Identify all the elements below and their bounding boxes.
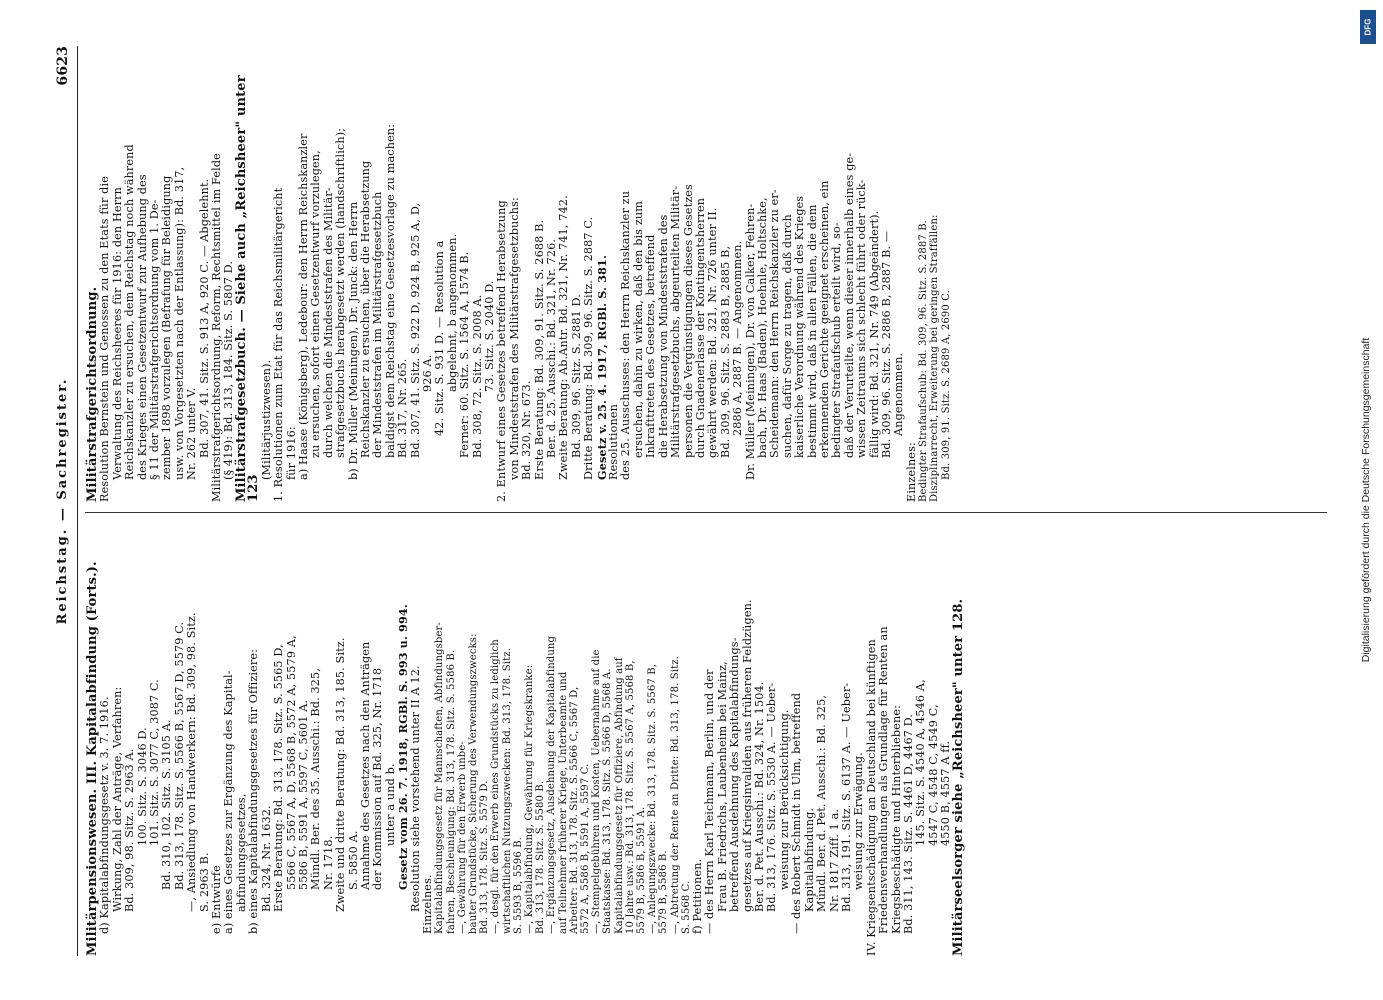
index-line: Bd. 313, 178. Sitz. S. 5566 B, 5567 D, 5579 C.: [172, 621, 186, 890]
index-line: 926 A.: [420, 354, 434, 392]
index-line: Wirkung, Zahl der Anträge, Verfahren:: [110, 686, 124, 912]
index-line: des Krieges einen Gesetzentwurf zur Aufhebung des: [135, 174, 149, 480]
dfg-logo-text: DFG: [1363, 18, 1373, 36]
index-line: von Mindeststrafen des Militärstrafgesetzbuchs:: [507, 197, 521, 480]
index-line: 1. Resolutionen zum Etat für das Reichsmilitärgericht: [272, 187, 286, 502]
index-line: Mündl. Ber. des 35. Ausschi.: Bd. 325,: [309, 667, 323, 890]
index-line: Kriegsbeschädigte und Hinterbliebene:: [889, 704, 903, 934]
index-line: Resolution siehe vorstehend unter II A 12.: [408, 665, 422, 912]
index-line: 73. Sitz. S. 2040 D.: [483, 280, 496, 392]
index-line: betreffend Ausdehnung des Kapitalabfindungs-: [728, 637, 742, 912]
running-head: Reichstag. — Sachregister.: [55, 377, 70, 625]
index-line: Nr. 1718.: [321, 835, 335, 890]
index-line: fahren, Beschleunigung: Bd. 313, 178. Sitz. S. 5586 B.: [445, 649, 457, 934]
index-line: gewährt werden: Bd. 321, Nr. 726 unter II.: [706, 207, 720, 458]
index-line: e) Entwürfe: [210, 865, 224, 934]
index-line: Bd. 313, 176. Sitz. S. 5530 A. — Ueber-: [765, 682, 779, 912]
index-line: bauter Grundstücke, Sicherung des Verwendungszwecks:: [467, 633, 479, 934]
index-line: Einzelnes.: [420, 874, 434, 934]
index-line: b) Dr. Müller (Meiningen), Dr. Junck: den Herrn: [346, 201, 360, 480]
index-line: Militärstrafgerichtsordnung, Reform, Rechtsmittel im Felde: [210, 153, 224, 502]
index-line: daß der Verurteilte, wenn dieser innerhalb eines ge-: [842, 152, 856, 458]
index-line: 101. Sitz. S. 3077 C, 3087 C.: [148, 679, 162, 846]
index-line: Kapitalabfindungsgesetz für Offiziere, Abfindung auf: [613, 657, 625, 934]
index-line: Bd. 310, 102. Sitz. S. 3105 A.: [160, 719, 174, 890]
index-line: 42. Sitz. S. 931 D. — Resolution a: [433, 240, 447, 436]
index-line: a) Haase (Königsberg), Ledebour: den Herrn Reichskanzler: [296, 133, 310, 480]
credit-text: Digitalisierung gefördert durch die Deutsche Forschungsgemeinschaft: [1360, 337, 1372, 663]
index-line: f) Petitionen.: [691, 858, 705, 934]
index-line: baldigst dem Reichstag eine Gesetzesvorlage zu machen:: [383, 123, 397, 458]
index-line: für 1916:: [284, 426, 298, 480]
index-line: Arbeiter: Bd. 313, 178. Sitz. S. 5566 C, 5567 D,: [568, 686, 580, 934]
index-line: 4550 B, 4557 A ff.: [939, 740, 953, 846]
right-column: [87, 50, 1327, 502]
index-line: Reichskanzler zu ersuchen, dem Reichstag noch während: [123, 144, 137, 480]
index-line: Einzelnes:: [904, 442, 918, 502]
index-line: Bedingter Strafaufschub: Bd. 309, 96. Sitz. S. 2887 B.: [918, 219, 930, 502]
index-line: Dr. Müller (Meiningen), Dr. von Calker, Fehren-: [743, 203, 757, 480]
index-line: Bd. 313, 178. Sitz. S. 5580 B.: [535, 780, 547, 934]
index-line: Ferner: 60. Sitz. S. 1564 A, 1574 B.: [458, 251, 472, 458]
index-line: zember 1898 vorzulegen (Befrafung für Beleidigung: [160, 175, 174, 480]
index-line: Resolution Bernstein und Genossen zu den Etats für die: [98, 176, 112, 502]
index-line: Zweite und dritte Beratung: Bd. 313, 185. Sitz.: [334, 637, 348, 912]
index-line: —, Ergänzungsgesetz, Ausdehnung der Kapitalabfindung: [546, 635, 558, 934]
left-column: [87, 524, 1327, 956]
index-line: Bd. 313, 178. Sitz. S. 5579 D.: [479, 780, 491, 934]
index-line: —, Kapitalabfindung, Gewährung für Kriegskranke:: [524, 664, 535, 934]
index-line: Gesetz vom 26. 7. 1918, RGBl. S. 993 u. 994.: [396, 604, 411, 890]
index-line: zu ersuchen, sofort einen Gesetzentwurf vorzulegen,: [309, 150, 323, 458]
index-line: 5566 C, 5567 A, D, 5568 B, 5572 A, 5579 A,: [284, 635, 298, 890]
index-line: wirtschaftlichen Nutzungszwecken: Bd. 313, 178. Sitz.: [501, 647, 513, 934]
index-line: 5572 A, 5586 B, 5591 A, 5597 C.: [580, 763, 592, 934]
index-line: Bd. 317, Nr. 265.: [396, 358, 410, 458]
index-line: Bd. 309, 96. Sitz. S. 2883 B, 2885 B,: [718, 245, 732, 458]
index-line: Bd. 307, 41. Sitz. S. 913 A, 920 C. — Abgelehnt.: [197, 178, 211, 458]
digitization-credit: [1354, 10, 1378, 990]
index-line: b) eines Kapitalabfindungsgesetzes für Offiziere:: [247, 648, 261, 934]
index-line: weisung zur Erwägung.: [852, 752, 866, 890]
index-line: Reichskanzler zu ersuchen, über die Herabsetzung: [358, 160, 372, 458]
index-line: der Mindeststrafen im Militärstrafgesetzbuch: [371, 191, 385, 458]
index-line: —, Ansiedlung von Handwerkern: Bd. 309, 98. Sitz.: [185, 612, 199, 912]
rotated-register-page: [47, 26, 1337, 986]
index-line: a) eines Gesetzes zur Ergänzung des Kapital-: [222, 670, 236, 934]
index-line: suchen, dafür Sorge zu tragen, daß durch: [780, 214, 794, 458]
index-line: unter a und b.: [383, 763, 397, 846]
index-line: § 11 der Militärstrafgerichtsordnung vom 1. De-: [148, 199, 162, 480]
index-line: (Militärjustizwesen).: [259, 359, 273, 480]
index-line: Resolutionen: [607, 404, 621, 480]
index-line: strafgesetzbuchs herabgesetzt werden (handschriftlich);: [334, 127, 348, 458]
column-divider: [85, 512, 1327, 513]
index-line: Scheidemann: den Herrn Reichskanzler zu er-: [768, 189, 782, 458]
index-line: Disziplinarrecht, Erweiterung bei geringen Straffällen:: [929, 214, 941, 502]
index-line: Mündl. Ber. d. Pet. Ausschi.: Bd. 325,: [815, 694, 829, 912]
index-line: — des Herrn Karl Teichmann, Berlin, und der: [703, 669, 717, 934]
index-line: Militärstrafgesetzbuchs, abgeurteilten Militär-: [669, 185, 683, 458]
index-line: erkennenden Gerichte geeignet erscheinen, ein: [817, 180, 831, 458]
index-line: des 25. Ausschusses: den Herrn Reichskanzler zu: [619, 190, 633, 480]
index-line: 4547 C, 4548 C, 4549 C,: [926, 704, 940, 846]
index-line: Bd. 309, 91. Sitz. S. 2689 A, 2690 C.: [940, 289, 952, 480]
index-line: Zweite Beratung: Ab.Antr. Bd. 321, Nr. 741, 742.: [557, 195, 571, 480]
index-line: auf Teilnehmer früherer Kriege, Unterbeamte und: [557, 671, 569, 934]
page-number: 6623: [55, 46, 71, 86]
index-line: 2886 A, 2887 B. — Angenommen.: [731, 240, 745, 436]
index-line: Inkrafttreten des Gesetzes, betreffend: [644, 234, 658, 458]
entry-heading: Militärpensionswesen. III. Kapitalabfindung (Forts.).: [85, 561, 100, 956]
index-line: Bd. 309, 96. Sitz. S. 2886 B, 2887 B. —: [880, 230, 893, 458]
index-line: bedingter Strafaufschub erteilt wird, so-: [830, 222, 844, 458]
index-line: wissen Zeitraums sich schlecht führt oder rück-: [855, 179, 869, 458]
index-line: Kapitalabfindungsgesetz für Mannschaften, Abfindungsber-: [434, 622, 446, 934]
index-line: d) Kapitalabfindungsgesetz v. 3. 7. 1916.: [98, 696, 112, 934]
index-line: 100. Sitz. S. 3046 D.: [135, 727, 149, 846]
index-line: Friedensverhandlungen als Grundlage für Renten an: [877, 626, 891, 934]
index-line: (§ 419): Bd. 313, 184. Sitz. S. 5807 D.: [222, 260, 236, 480]
index-line: 2. Entwurf eines Gesetzes betreffend Herabsetzung: [495, 200, 509, 502]
index-line: —, Anlegungszwecke: Bd. 313, 178. Sitz. S. 5567 B,: [647, 663, 659, 934]
index-line: kaiserliche Verordnung während des Krieges: [793, 195, 807, 458]
index-line: Frau B. Friedrichs, Laubenheim bei Mainz,: [715, 661, 729, 912]
scanned-page: [34, 6, 1350, 994]
index-line: Ber. d. Pet. Ausschi.: Bd. 324, Nr. 1504.: [753, 681, 767, 912]
index-line: durch welchen die Mindeststrafen des Militär-: [321, 187, 335, 458]
index-line: 5579 B, 5586 B.: [658, 850, 670, 934]
index-line: Nr. 1817 Ziff. 1 a.: [827, 808, 841, 912]
entry-heading: Militärstrafgerichtsordnung.: [85, 286, 100, 502]
dfg-logo: [1360, 10, 1376, 44]
index-line: fällig wird: Bd. 321, Nr. 749 (Abgeändert).: [867, 210, 881, 458]
index-line: abgelehnt, b angenommen.: [445, 233, 459, 392]
index-line: Annahme des Gesetzes nach den Anträgen: [358, 641, 372, 890]
index-line: abfindungsgesetzes,: [234, 793, 248, 912]
index-line: Nr. 262 unter V.: [185, 387, 199, 480]
index-line: bestimmt wird, daß in allen Fällen, die dem: [805, 204, 819, 458]
index-line: —, Stempelgebühren und Kosten, Uebernahme auf die: [591, 649, 603, 934]
index-line: usw. von Vorgesetzten nach der Entlassung): Bd. 317,: [172, 166, 186, 480]
index-line: weisung zur Berücksichtigung.: [777, 709, 791, 890]
index-line: Bd. 307, 41. Sitz. S. 922 D, 924 B, 925 A, D,: [408, 202, 422, 458]
index-line: Ber. d. 25. Ausschi.: Bd. 321, Nr. 726.: [545, 238, 559, 458]
index-line: —, desgl. für den Erwerb eines Grundstücks zu lediglich: [490, 639, 502, 934]
index-line: der Kommission auf Bd. 325, Nr. 1718: [371, 667, 385, 890]
index-line: Verwaltung des Reichsheeres für 1916: den Herrn: [110, 186, 124, 480]
index-line: 10 Jahre usw.: Bd. 313, 178. Sitz. S. 5567 A, 5568 B,: [624, 660, 636, 934]
index-line: Bd. 313, 191. Sitz. S. 6137 A. — Ueber-: [839, 682, 853, 912]
index-line: Erste Beratung: Bd. 309, 91. Sitz. S. 2688 B.: [532, 219, 546, 480]
index-line: Bd. 320, Nr. 673.: [520, 380, 534, 480]
index-line: 145. Sitz. S. 4540 A, 4546 A,: [914, 679, 928, 846]
index-line: Erste Beratung: Bd. 313, 178. Sitz. S. 5565 D,: [272, 644, 286, 912]
index-line: Angenommen.: [892, 352, 906, 436]
index-line: ersuchen, dahin zu wirken, daß den bis zum: [631, 200, 645, 458]
index-line: Bd. 308, 72. Sitz. S. 2008 A.: [470, 294, 484, 458]
index-line: bach, Dr. Haas (Baden), Hoehnle, Holtschke,: [755, 197, 769, 458]
index-line: Bd. 309, 96. Sitz. S. 2881 D.: [569, 294, 583, 458]
index-line: IV. Kriegsentschädigung an Deutschland bei künftigen: [864, 639, 878, 956]
index-line: —, Gewährung für den Erwerb unbe-: [456, 741, 468, 934]
index-line: — des Robert Schmidt in Ulm, betreffend: [790, 692, 804, 934]
index-line: gesetzes auf Kriegsinvaliden aus früheren Feldzügen.: [740, 599, 754, 912]
index-line: S. 5593 B, 5596 B.: [512, 836, 524, 934]
index-line: Dritte Beratung: Bd. 309, 96. Sitz. S. 2887 C.: [582, 216, 596, 480]
index-line: Bd. 311, 143. Sitz. S. 4461 D, 4467 D.: [901, 713, 915, 934]
index-line: durch Gnadenerlasse der Kontingentsherren: [693, 197, 707, 458]
index-line: S. 5850 A.: [346, 830, 360, 890]
index-line: Bd. 309, 98. Sitz. S. 2963 A.: [123, 748, 137, 912]
entry-heading: Militärseelsorger siehe „Reichsheer" unter 128.: [950, 598, 966, 956]
index-line: S. 5568 C.: [680, 880, 692, 934]
index-line: S. 2963 B.: [197, 852, 211, 912]
index-line: die Herabsetzung von Mindeststrafen des: [656, 214, 670, 458]
index-line: —, Abtretung der Rente an Dritte: Bd. 313, 178. Sitz.: [669, 656, 681, 934]
page-header: [49, 46, 78, 956]
entry-heading: Militärstrafgesetzbuch. — Siehe auch „Reichsheer" unter 123: [233, 70, 262, 502]
index-line: Staatskasse: Bd. 313, 178. Sitz. S. 5566 D, 5568 A.: [602, 668, 614, 934]
index-line: Kapitalabfindung.: [802, 807, 816, 912]
index-line: 5586 B, 5591 A, 5597 C, 5601 A.: [296, 699, 310, 890]
index-line: Bd. 324, Nr. 1632.: [259, 805, 273, 912]
index-line: personen die Vergünstigungen dieses Gesetzes: [681, 184, 695, 458]
index-line: 5579 B, 5586 B, 5591 A.: [636, 806, 648, 934]
index-line: Gesetz v. 25. 4. 1917, RGBl. S. 381.: [594, 255, 609, 480]
